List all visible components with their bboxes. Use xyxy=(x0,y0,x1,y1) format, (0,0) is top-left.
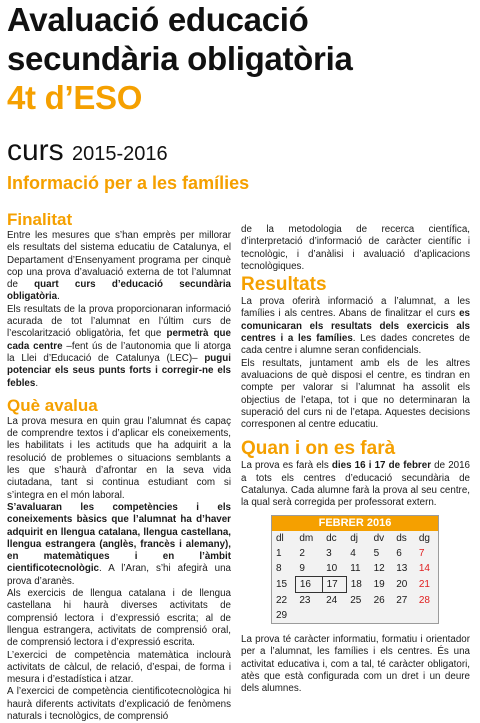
calendar-day: 29 xyxy=(276,610,288,621)
calendar-day xyxy=(322,608,346,623)
title-line-1: Avaluació educació xyxy=(7,1,309,38)
quan-paragraph-1: La prova es farà els dies 16 i 17 de febrer de 2016 a tots els centres d’educació secundària de Catalunya. Cada alumne farà la prova al seu centre, la qual serà corregida per professorat extern. xyxy=(241,460,471,509)
calendar-weekday: ds xyxy=(396,533,407,544)
calendar-day: 19 xyxy=(373,579,385,590)
calendar-day: 17 xyxy=(322,577,346,593)
calendar-week-row xyxy=(272,608,438,623)
calendar-weekday: dl xyxy=(276,533,284,544)
calendar-day: 22 xyxy=(276,594,288,606)
calendar-day: 27 xyxy=(396,594,408,606)
calendar-day: 23 xyxy=(299,595,311,606)
calendar-day: 7 xyxy=(418,548,425,559)
calendar-day xyxy=(415,608,438,623)
calendar-week-row xyxy=(272,593,438,609)
calendar-day: 16 xyxy=(295,577,322,593)
subtitle: Informació per a les famílies xyxy=(7,173,250,193)
finalitat-paragraph-1: Entre les mesures que s’han emprès per millorar els resultats del sistema educatiu de Catalunya, el Departament d’Ensenyament programa per cinquè cop una prova d’avaluació externa de tot l’alumnat de quart curs d’educació secundària obligatòria. xyxy=(7,230,231,303)
school-year xyxy=(7,134,168,171)
calendar-day: 21 xyxy=(418,579,430,590)
calendar-weekday: dm xyxy=(299,533,314,544)
que-avalua-paragraph-1: La prova mesura en quin grau l’alumnat és capaç de comprendre textos i d’aplicar els coneixements, les habilitats i les actituds que ha adquirit a la resolució de problemes o situacions semblants a les que s’haurà d’afrontar en la seva vida ciutadana, tant si continua estudiant com si s’integra en el món laboral. xyxy=(7,415,231,501)
curs-year: 2015-2016 xyxy=(72,143,168,165)
calendar-day: 12 xyxy=(373,563,385,575)
calendar-weekday: dj xyxy=(350,533,359,544)
calendar-week-row xyxy=(272,577,438,593)
calendar-day: 3 xyxy=(326,548,332,559)
calendar-day: 1 xyxy=(276,548,282,559)
finalitat-paragraph-2: Els resultats de la prova proporcionaran informació acurada de tot l’alumnat en l’últim curs de l’escolarització obligatòria, fet que permetrà que cada centre –fent ús de l’autonomia que li atorga la Llei d’Educació de Catalunya (LEC)– pugui potenciar els seus punts forts i corregir-ne els febles. xyxy=(7,303,231,389)
calendar-day: 4 xyxy=(350,548,356,559)
calendar-week-row xyxy=(272,546,438,561)
calendar-day: 9 xyxy=(299,563,305,574)
heading-resultats: Resultats xyxy=(241,274,327,296)
curs-word: curs xyxy=(7,134,64,167)
calendar-day xyxy=(295,608,322,623)
calendar-day xyxy=(370,608,393,623)
calendar-title: FEBRER 2016 xyxy=(272,516,438,531)
left-column xyxy=(7,210,231,723)
calendar-day: 24 xyxy=(326,595,338,606)
calendar-day: 20 xyxy=(396,579,408,590)
right-column xyxy=(241,224,470,510)
calendar-day: 13 xyxy=(396,563,408,575)
resultats-paragraph-2: Els resultats, juntament amb els de les altres avaluacions de què disposi el centre, es tindran en compte per valorar si l’alumnat ha assolit els objectius de l’etapa, tot i que no determinaran la superació del curs ni de l’etapa. Aquestes decisions corresponen al centre educatiu. xyxy=(241,357,470,431)
calendar-day xyxy=(392,608,415,623)
calendar-day: 6 xyxy=(396,548,402,559)
document-title xyxy=(7,0,353,117)
closing-paragraph: La prova té caràcter informatiu, formatiu i orientador per a l’alumnat, les famílies i els centres. És una activitat educativa i, com a tal, té caràcter obligatori, atès que està configurada com un dret i un deure dels alumnes. xyxy=(241,634,470,695)
calendar-weekday: dc xyxy=(326,533,337,544)
calendar-day: 5 xyxy=(373,548,380,559)
resultats-paragraph-1: La prova oferirà informació a l’alumnat, a les famílies i als centres. Abans de finalitzar el curs es comunicaran els resultats dels exercicis als centres i a les famílies. Les dades concretes de cada centre i alumne seran confidencials. xyxy=(241,296,471,357)
calendar-grid xyxy=(272,531,438,623)
calendar-weekday: dg xyxy=(418,533,430,544)
calendar-weekday-row xyxy=(272,531,438,546)
que-avalua-paragraph-5: A l’exercici de competència cientificotecnològica hi haurà diferents activitats d’explicació de fenòmens naturals i tecnològics, de comprensió xyxy=(7,686,231,722)
calendar-week-row xyxy=(272,561,438,577)
calendar-day: 2 xyxy=(299,548,305,559)
calendar-february-2016 xyxy=(271,515,439,624)
heading-quan-i-on: Quan i on es farà xyxy=(241,438,396,460)
que-avalua-paragraph-3: Als exercicis de llengua catalana i de llengua castellana hi haurà diverses activitats de comprensió lectora i d’expressió escrita; al de llengua estrangera, activitats de comprensió oral, de comprensió lectora i d’expressió escrita. xyxy=(7,588,231,649)
title-line-2: secundària obligatòria xyxy=(7,40,353,77)
heading-finalitat: Finalitat xyxy=(7,210,73,229)
calendar-day: 28 xyxy=(418,594,430,606)
calendar-day: 11 xyxy=(350,563,361,575)
calendar-weekday: dv xyxy=(373,533,385,544)
calendar-day: 26 xyxy=(373,594,385,606)
calendar-day: 8 xyxy=(276,563,282,575)
calendar-day xyxy=(346,608,369,623)
calendar-day: 14 xyxy=(418,563,430,575)
que-avalua-paragraph-2: S’avaluaran les competències i els coneixements bàsics que l’alumnat ha d’haver adquirit en llengua catalana, llengua castellana, llengua estrangera (anglès, francès i alemany), en matemàtiques i en l’àmbit cientificotecnològic. A l’Aran, s’hi afegirà una prova d’aranès. xyxy=(7,501,231,587)
que-avalua-paragraph-4: L’exercici de competència matemàtica inclourà activitats de càlcul, de relació, d’espai, de forma i mesura i d’estadística i atzar. xyxy=(7,649,231,686)
calendar-day: 10 xyxy=(326,563,338,574)
calendar-day: 15 xyxy=(276,579,288,590)
heading-que-avalua: Què avalua xyxy=(7,395,98,415)
calendar-day: 25 xyxy=(350,594,362,606)
calendar-day: 18 xyxy=(350,579,362,590)
title-line-3: 4t d’ESO xyxy=(7,79,143,116)
que-avalua-paragraph-5-continued: de la metodologia de recerca científica, d’interpretació d’informació de caràcter científic i tecnològic, i d’anàlisi i avaluació d’aplicacions tecnològiques. xyxy=(241,224,470,272)
